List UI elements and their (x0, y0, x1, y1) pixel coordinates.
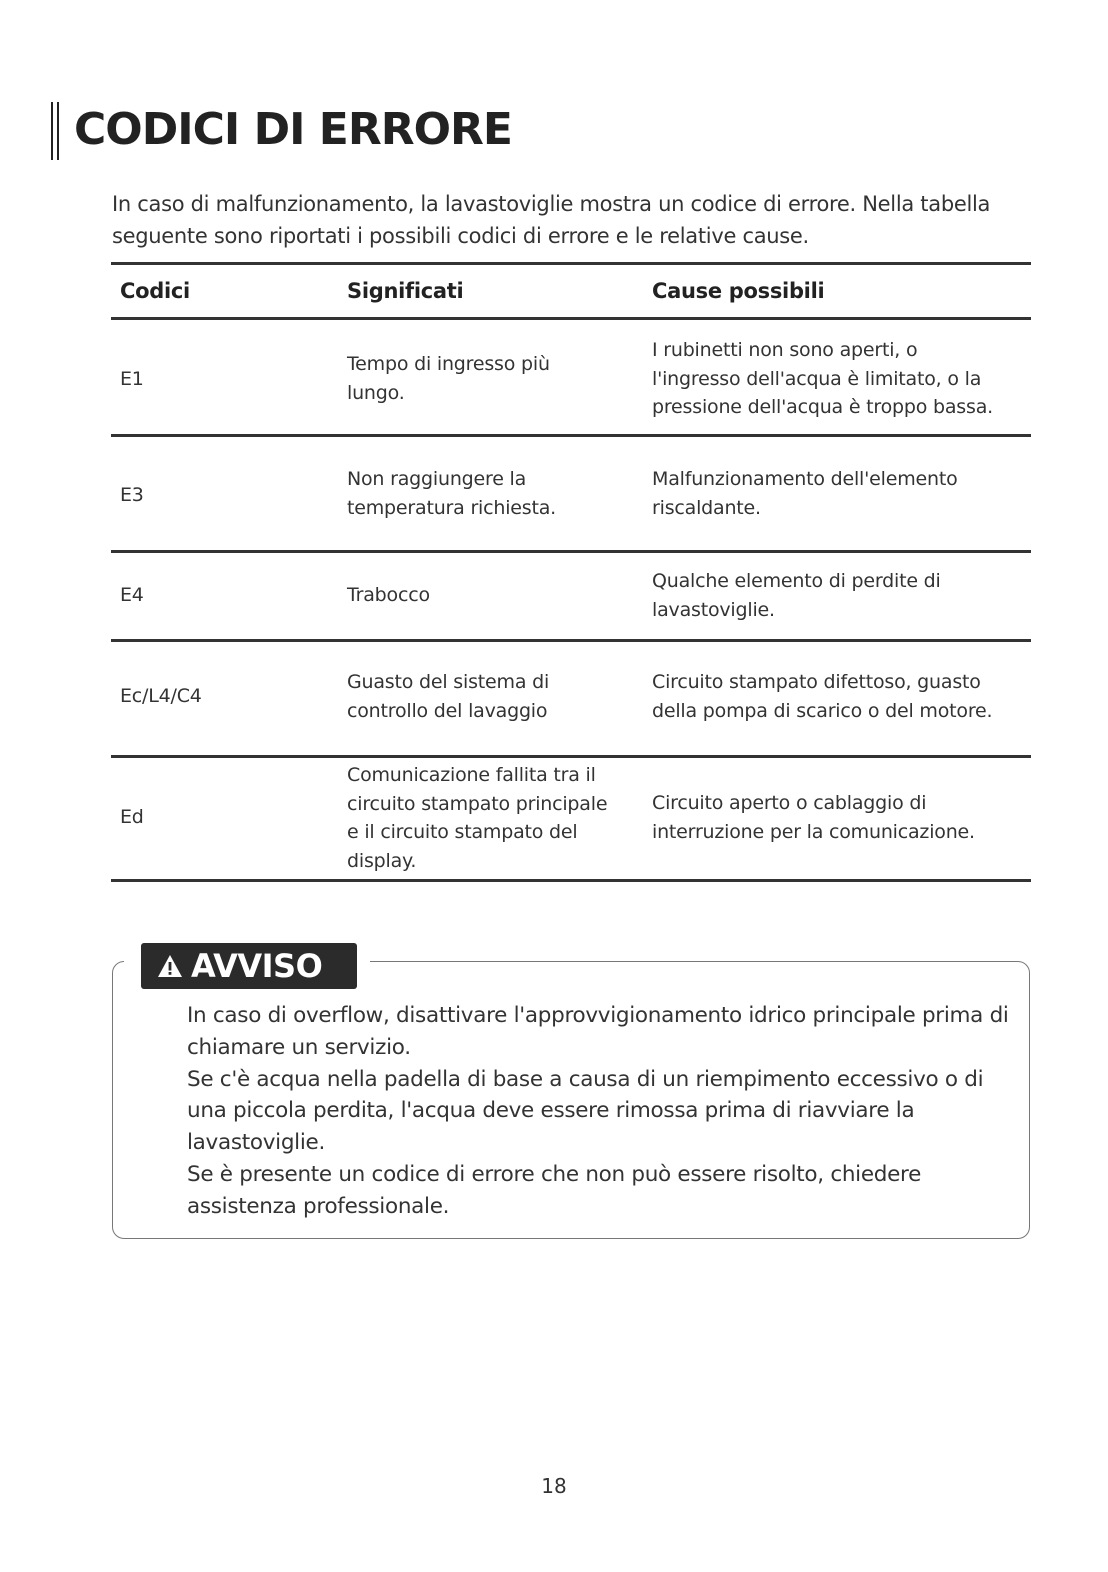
error-code: E3 (120, 484, 144, 506)
table-row (111, 758, 1031, 879)
table-bottom-rule (111, 879, 1031, 882)
warning-paragraph: Se c'è acqua nella padella di base a causa di un riempimento eccessivo o di una piccola perdita, l'acqua deve essere rimossa prima di riavviare la lavastoviglie. (187, 1066, 984, 1156)
table-row (111, 642, 1031, 755)
warning-title: AVVISO (191, 947, 323, 985)
intro-text: In caso di malfunzionamento, la lavastoviglie mostra un codice di errore. Nella tabella seguente sono riportati i possibili codici di errore e le relative cause. (112, 192, 991, 248)
error-cause: Circuito aperto o cablaggio di interruzione per la comunicazione. (652, 792, 975, 843)
table-row (111, 320, 1031, 434)
error-meaning: Trabocco (347, 584, 430, 606)
error-cause: Malfunzionamento dell'elemento riscaldante. (652, 468, 958, 519)
column-header-codes: Codici (120, 279, 190, 303)
title-marker (51, 102, 61, 160)
error-cause: Qualche elemento di perdite di lavastoviglie. (652, 570, 941, 621)
error-code: E1 (120, 368, 144, 390)
error-meaning: Guasto del sistema di controllo del lavaggio (347, 671, 550, 722)
warning-triangle-icon (157, 954, 183, 978)
error-meaning: Tempo di ingresso più lungo. (347, 353, 550, 404)
error-meaning: Non raggiungere la temperatura richiesta. (347, 468, 557, 519)
error-code: E4 (120, 584, 144, 606)
error-cause: Circuito stampato difettoso, guasto della pompa di scarico o del motore. (652, 671, 993, 722)
error-codes-table (111, 262, 1031, 882)
error-code: Ec/L4/C4 (120, 685, 202, 707)
column-header-meanings: Significati (347, 279, 464, 303)
table-row (111, 553, 1031, 639)
table-header (111, 265, 1031, 317)
page-number: 18 (541, 1474, 567, 1498)
column-header-causes: Cause possibili (652, 279, 825, 303)
warning-text (187, 1000, 1017, 1223)
error-meaning: Comunicazione fallita tra il circuito stampato principale e il circuito stampato del display. (347, 764, 608, 872)
error-cause: I rubinetti non sono aperti, o l'ingresso dell'acqua è limitato, o la pressione dell'acqua è troppo bassa. (652, 339, 993, 418)
warning-badge (141, 943, 357, 989)
page-title: CODICI DI ERRORE (74, 104, 512, 155)
table-row (111, 437, 1031, 550)
warning-paragraph: Se è presente un codice di errore che non può essere risolto, chiedere assistenza professionale. (187, 1161, 922, 1219)
error-code: Ed (120, 806, 144, 828)
warning-paragraph: In caso di overflow, disattivare l'approvvigionamento idrico principale prima di chiamare un servizio. (187, 1003, 1009, 1060)
